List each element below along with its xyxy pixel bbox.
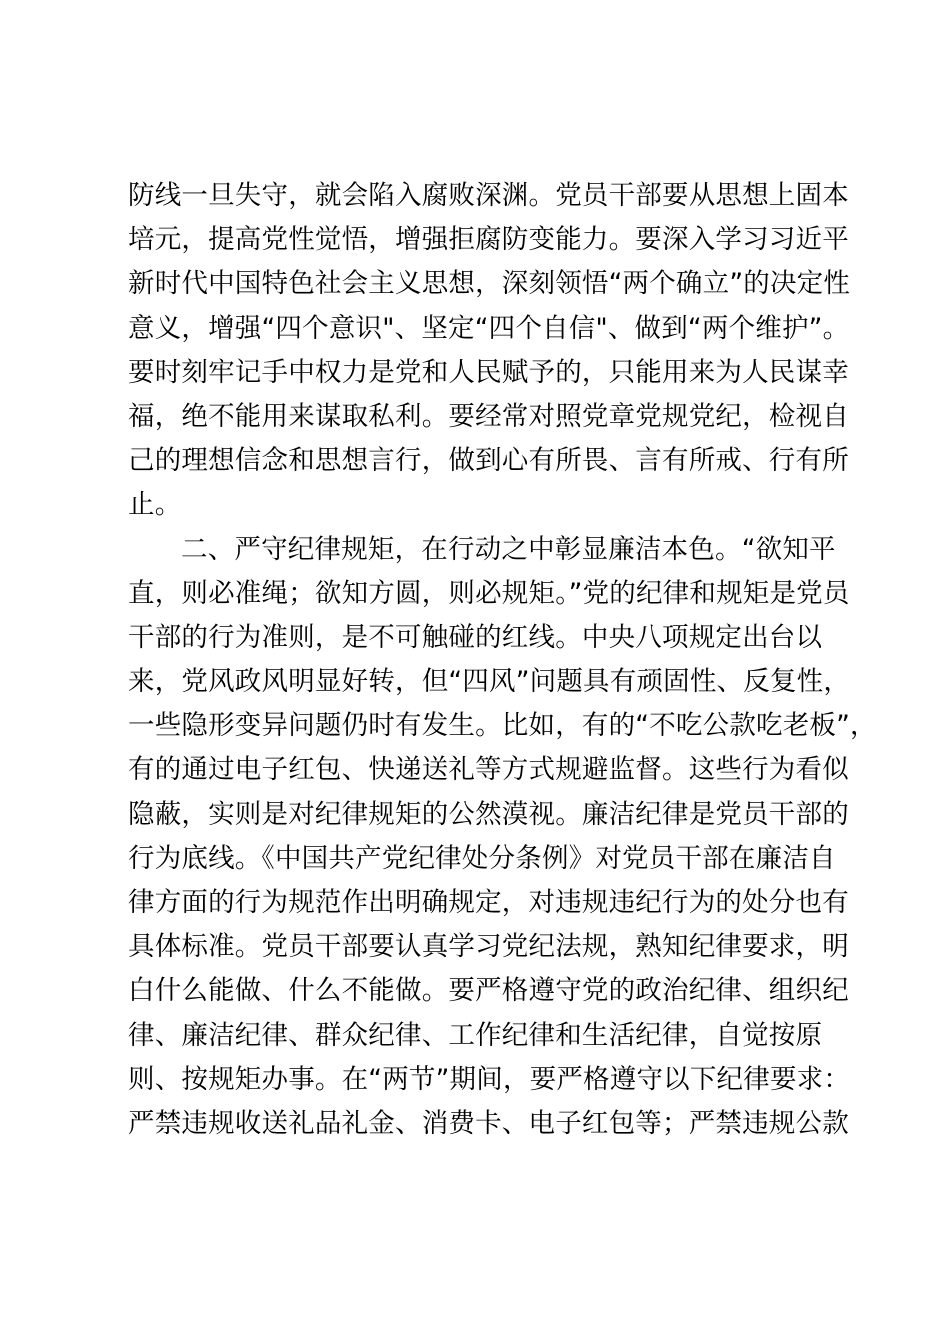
- text-line: 新时代中国特色社会主义思想，深刻领悟“两个确立”的决定性: [128, 268, 851, 300]
- body-text: [128, 174, 877, 1146]
- text-line: 则、按规矩办事。在“两节”期间，要严格遵守以下纪律要求：: [128, 1063, 851, 1095]
- text-line: 具体标准。党员干部要认真学习党纪法规，熟知纪律要求，明: [128, 931, 849, 963]
- text-line: 来，党风政风明显好转，但“四风”问题具有顽固性、反复性，: [128, 666, 851, 698]
- text-line: 律方面的行为规范作出明确规定，对违规违纪行为的处分也有: [128, 887, 849, 918]
- text-line: 律、廉洁纪律、群众纪律、工作纪律和生活纪律，自觉按原: [128, 1019, 823, 1051]
- text-line: 要时刻牢记手中权力是党和人民赋予的，只能用来为人民谋幸: [128, 356, 849, 388]
- section-heading-line: 二、严守纪律规矩，在行动之中彰显廉洁本色。“欲知平: [181, 533, 836, 565]
- text-line: 严禁违规收送礼品礼金、消费卡、电子红包等；严禁违规公款: [128, 1107, 849, 1139]
- text-line: 行为底线。《中国共产党纪律处分条例》对党员干部在廉洁自: [128, 842, 836, 874]
- text-line: 干部的行为准则，是不可触碰的红线。中央八项规定出台以: [128, 621, 823, 653]
- text-line: 培元，提高党性觉悟，增强拒腐防变能力。要深入学习习近平: [128, 224, 849, 256]
- text-line: 意义，增强“四个意识"、坚定“四个自信"、做到“两个维护”。: [128, 312, 850, 344]
- text-line: 有的通过电子红包、快递送礼等方式规避监督。这些行为看似: [128, 754, 849, 786]
- text-line: 福，绝不能用来谋取私利。要经常对照党章党规党纪，检视自: [128, 400, 849, 432]
- text-line: 一些隐形变异问题仍时有发生。比如，有的“不吃公款吃老板”，: [128, 710, 877, 742]
- text-line: 防线一旦失守，就会陷入腐败深渊。党员干部要从思想上固本: [128, 180, 849, 211]
- text-line: 直，则必准绳；欲知方圆，则必规矩。”党的纪律和规矩是党员: [128, 577, 850, 609]
- text-line: 隐蔽，实则是对纪律规矩的公然漠视。廉洁纪律是党员干部的: [128, 798, 849, 830]
- text-line: 止。: [128, 489, 182, 521]
- text-line: 己的理想信念和思想言行，做到心有所畏、言有所戒、行有所: [128, 445, 849, 477]
- text-line: 白什么能做、什么不能做。要严格遵守党的政治纪律、组织纪: [128, 975, 849, 1007]
